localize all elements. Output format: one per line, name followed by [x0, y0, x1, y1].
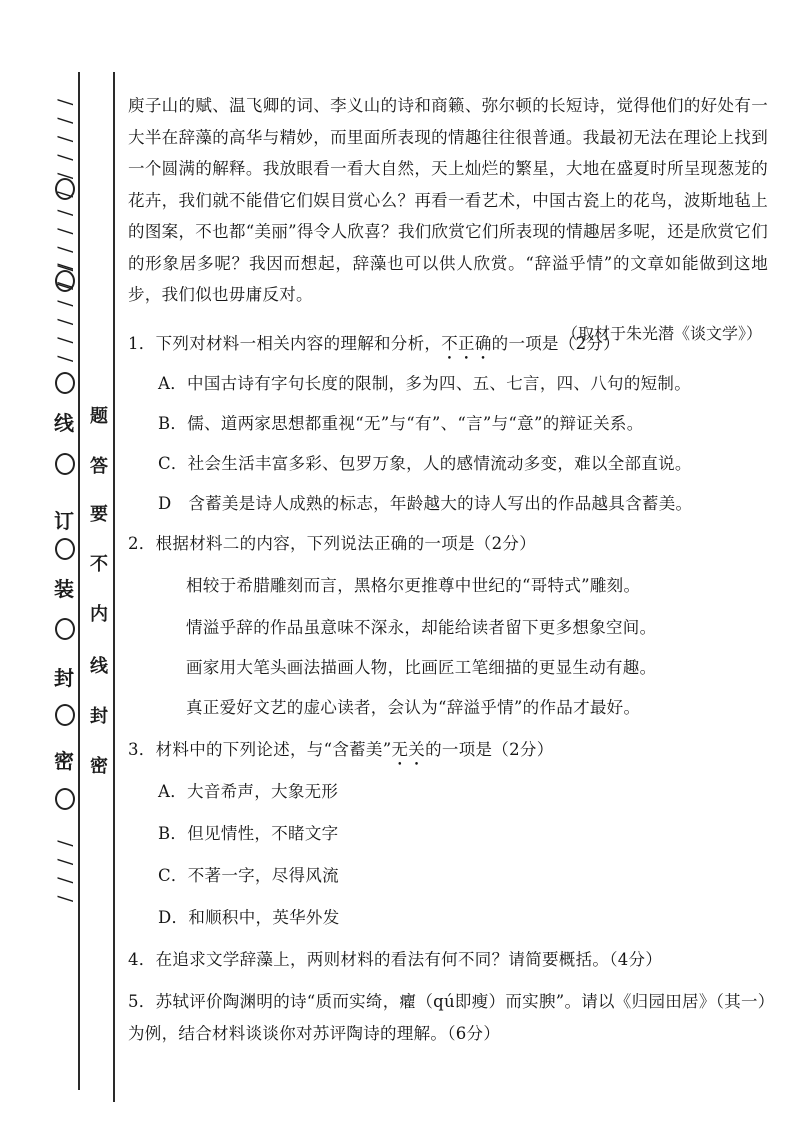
binding-inner-char: 要: [90, 504, 108, 525]
emphasis-char: 无: [391, 740, 409, 759]
q3-option-a: A．大音希声，大象无形: [158, 782, 339, 801]
binding-inner-char: 答: [90, 456, 108, 477]
q1-option-a: A．中国古诗有字句长度的限制，多为四、五、七言，四、八句的短制。: [158, 374, 692, 393]
binding-line-outer: [78, 72, 80, 1090]
binding-circle: [55, 178, 75, 200]
question-5-line-2: 为例，结合材料谈谈你对苏评陶诗的理解。（6分）: [128, 1024, 501, 1043]
binding-circle: [55, 618, 75, 640]
q1-stem-post: 的一项是（2分）: [491, 334, 621, 353]
binding-char: 封: [54, 666, 74, 690]
binding-inner-char: 题: [90, 406, 108, 427]
binding-inner-char: 内: [90, 604, 108, 625]
binding-inner-char: 密: [90, 756, 108, 777]
binding-circle: [55, 788, 75, 810]
passage-source: （取材于朱光潜《谈文学》）: [561, 323, 762, 343]
q2-option-b: 情溢乎辞的作品虽意味不深永，却能给读者留下更多想象空间。: [186, 618, 657, 637]
q1-stem-pre: 1．下列对材料一相关内容的理解和分析，: [128, 334, 442, 353]
binding-circle: [55, 538, 75, 560]
q1-stem-emphasis: [441, 334, 491, 353]
binding-char: 密: [54, 749, 74, 773]
binding-inner-char: 不: [90, 554, 108, 575]
binding-circle: [55, 453, 75, 475]
binding-char: 线: [54, 411, 74, 435]
emphasis-char: 不: [441, 334, 459, 353]
binding-char: 订: [54, 509, 74, 533]
q3-option-b: B．但见情性，不睹文字: [158, 824, 339, 843]
q1-option-b: B．儒、道两家思想都重视“无”与“有”、“言”与“意”的辩证关系。: [158, 414, 644, 433]
q3-stem-post: 的一项是（2分）: [425, 740, 554, 759]
q3-stem-emphasis: [391, 740, 425, 759]
question-4-stem: 4．在追求文学辞藻上，两则材料的看法有何不同？请简要概括。（4分）: [128, 950, 663, 969]
q1-option-c: C．社会生活丰富多彩、包罗万象，人的感情流动多变，难以全部直说。: [158, 454, 692, 473]
emphasis-char: 关: [408, 740, 426, 759]
q2-option-a: 相较于希腊雕刻而言，黑格尔更推尊中世纪的“哥特式”雕刻。: [186, 576, 641, 595]
binding-line-inner: [113, 72, 115, 1102]
binding-inner-char: 封: [90, 706, 108, 727]
passage-text: 庾子山的赋、温飞卿的词、李义山的诗和商籁、弥尔顿的长短诗，觉得他们的好处有一大半在辞藻的高华与精妙，而里面所表现的情趣往往很普通。我最初无法在理论上找到一个圆满的解释。我放眼看一看大自然，天上灿烂的繁星，大地在盛夏时所呈现葱茏的花卉，我们就不能借它们娱目赏心么？再看一看艺术，中国古瓷上的花鸟，波斯地毡上的图案，不也都“美丽”得令人欣喜？我们欣赏它们所表现的情趣居多呢，还是欣赏它们的形象居多呢？我因而想起，辞藻也可以供人欣赏。“辞溢乎情”的文章如能做到这地步，我们似也毋庸反对。: [128, 96, 768, 304]
binding-slashes-mid: / / / / / /: [54, 260, 76, 362]
q2-option-c: 画家用大笔头画法描画人物，比画匠工笔细描的更显生动有趣。: [186, 658, 657, 677]
binding-circle: [55, 704, 75, 726]
binding-char: 装: [54, 577, 74, 601]
question-5-line-1: 5．苏轼评价陶渊明的诗“质而实绮，癯（qú即瘦）而实腴”。请以《归园田居》（其一）: [128, 992, 775, 1011]
passage-block: [128, 90, 768, 344]
emphasis-char: 确: [474, 334, 492, 353]
q3-stem-pre: 3．材料中的下列论述，与“含蓄美”: [128, 740, 392, 759]
binding-slashes-bottom: / / / /: [54, 837, 76, 902]
emphasis-char: 正: [458, 334, 475, 353]
question-1-stem: [128, 330, 620, 354]
binding-slashes-top: / / / / / / / / / / /: [54, 96, 76, 290]
question-3-stem: [128, 736, 554, 760]
q1-option-d: D 含蓄美是诗人成熟的标志，年龄越大的诗人写出的作品越具含蓄美。: [158, 494, 693, 513]
question-2-stem: 2．根据材料二的内容，下列说法正确的一项是（2分）: [128, 534, 536, 553]
q3-option-c: C．不著一字，尽得风流: [158, 866, 339, 885]
binding-circle: [55, 372, 75, 394]
binding-inner-char: 线: [90, 656, 108, 677]
q3-option-d: D．和顺积中，英华外发: [158, 908, 340, 927]
q2-option-d: 真正爱好文艺的虚心读者，会认为“辞溢乎情”的作品才最好。: [186, 698, 641, 717]
